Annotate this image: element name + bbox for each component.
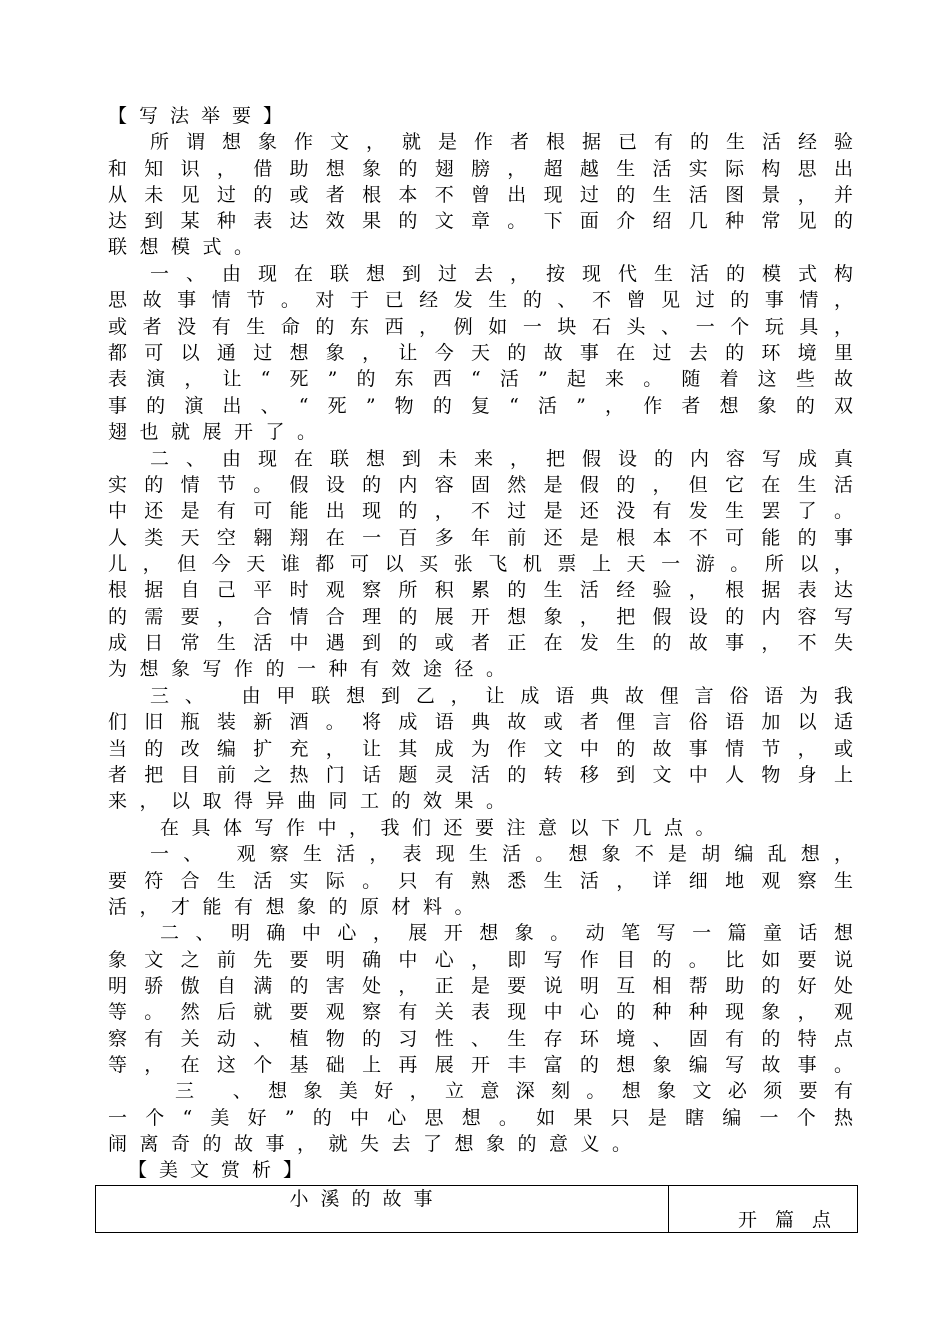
text-line: 翅也就展开了。 <box>108 421 329 443</box>
text-line: 等，在这个基础上再展开丰富的想象编写故事。 <box>108 1054 853 1076</box>
text-line: 二、明确中心，展开想象。动笔写一篇童话想 <box>160 922 853 944</box>
appreciation-table <box>95 1185 858 1233</box>
writing-tips-heading: 【写法举要】 <box>108 105 295 127</box>
text-line: 达到某种表达效果的文章。下面介绍几种常见的 <box>108 210 853 232</box>
text-line: 成日常生活中遇到的或者正在发生的故事，不失 <box>108 632 853 654</box>
text-line: 者把目前之热门话题灵活的转移到文中人物身上 <box>108 764 853 786</box>
text-line: 事的演出、“死”物的复“活”，作者想象的双 <box>108 395 853 417</box>
text-line: 表演，让“死”的东西“活”起来。随着这些故 <box>108 368 853 390</box>
text-line: 闹离奇的故事，就失去了想象的意义。 <box>108 1133 644 1155</box>
text-line: 根据自己平时观察所积累的生活经验，根据表达 <box>108 579 853 601</box>
appreciation-heading: 【美文赏析】 <box>128 1159 315 1181</box>
text-line: 一个“美好”的中心思想。如果只是瞎编一个热 <box>108 1107 853 1129</box>
text-line: 们旧瓶装新酒。将成语典故或者俚言俗语加以适 <box>108 711 853 733</box>
text-line: 儿，但今天谁都可以买张飞机票上天一游。所以， <box>108 553 853 575</box>
text-line: 从未见过的或者根本不曾出现过的生活图景，并 <box>108 184 853 206</box>
text-line: 中还是有可能出现的，不过是还没有发生罢了。 <box>108 500 853 522</box>
text-line: 当的改编扩充，让其成为作文中的故事情节，或 <box>108 738 853 760</box>
text-line: 联想模式。 <box>108 236 266 258</box>
text-line: 实的情节。假设的内容固然是假的，但它在生活 <box>108 474 853 496</box>
text-line: 二、由现在联想到未来，把假设的内容写成真 <box>150 448 853 470</box>
side-note-cell <box>669 1186 858 1233</box>
text-line: 都可以通过想象，让今天的故事在过去的环境里 <box>108 342 853 364</box>
text-line: 和知识，借助想象的翅膀，超越生活实际构思出 <box>108 158 853 180</box>
text-line: 象文之前先要明确中心，即写作目的。比如要说 <box>108 949 853 971</box>
text-line: 人类天空翱翔在一百多年前还是根本不可能的事 <box>108 527 853 549</box>
text-line: 一、由现在联想到过去，按现代生活的模式构 <box>150 263 853 285</box>
side-note-label: 开篇点 <box>737 1209 849 1231</box>
text-line: 所谓想象作文，就是作者根据已有的生活经验 <box>150 131 853 153</box>
text-line: 一、 观察生活，表现生活。想象不是胡编乱想， <box>150 843 853 865</box>
text-line: 活，才能有想象的原材料。 <box>108 896 487 918</box>
text-line: 等。然后就要观察有关表现中心的种种现象，观 <box>108 1001 853 1023</box>
story-cell <box>96 1186 669 1233</box>
text-line: 的需要，合情合理的展开想象，把假设的内容写 <box>108 606 853 628</box>
text-line: 明骄傲自满的害处，正是要说明互相帮助的好处 <box>108 975 853 997</box>
text-line: 来，以取得异曲同工的效果。 <box>108 790 518 812</box>
text-line: 三 、想象美好，立意深刻。想象文必须要有 <box>175 1080 853 1102</box>
text-line: 三、 由甲联想到乙，让成语典故俚言俗语为我 <box>150 685 853 707</box>
story-title: 小溪的故事 <box>289 1188 445 1210</box>
text-line: 或者没有生命的东西，例如一块石头、一个玩具， <box>108 316 853 338</box>
text-line: 为想象写作的一种有效途径。 <box>108 658 518 680</box>
text-line: 要符合生活实际。只有熟悉生活，详细地观察生 <box>108 870 853 892</box>
text-line: 在具体写作中，我们还要注意以下几点。 <box>160 817 728 839</box>
text-line: 察有关动、植物的习性、生存环境、固有的特点 <box>108 1028 853 1050</box>
text-line: 思故事情节。对于已经发生的、不曾见过的事情， <box>108 289 853 311</box>
